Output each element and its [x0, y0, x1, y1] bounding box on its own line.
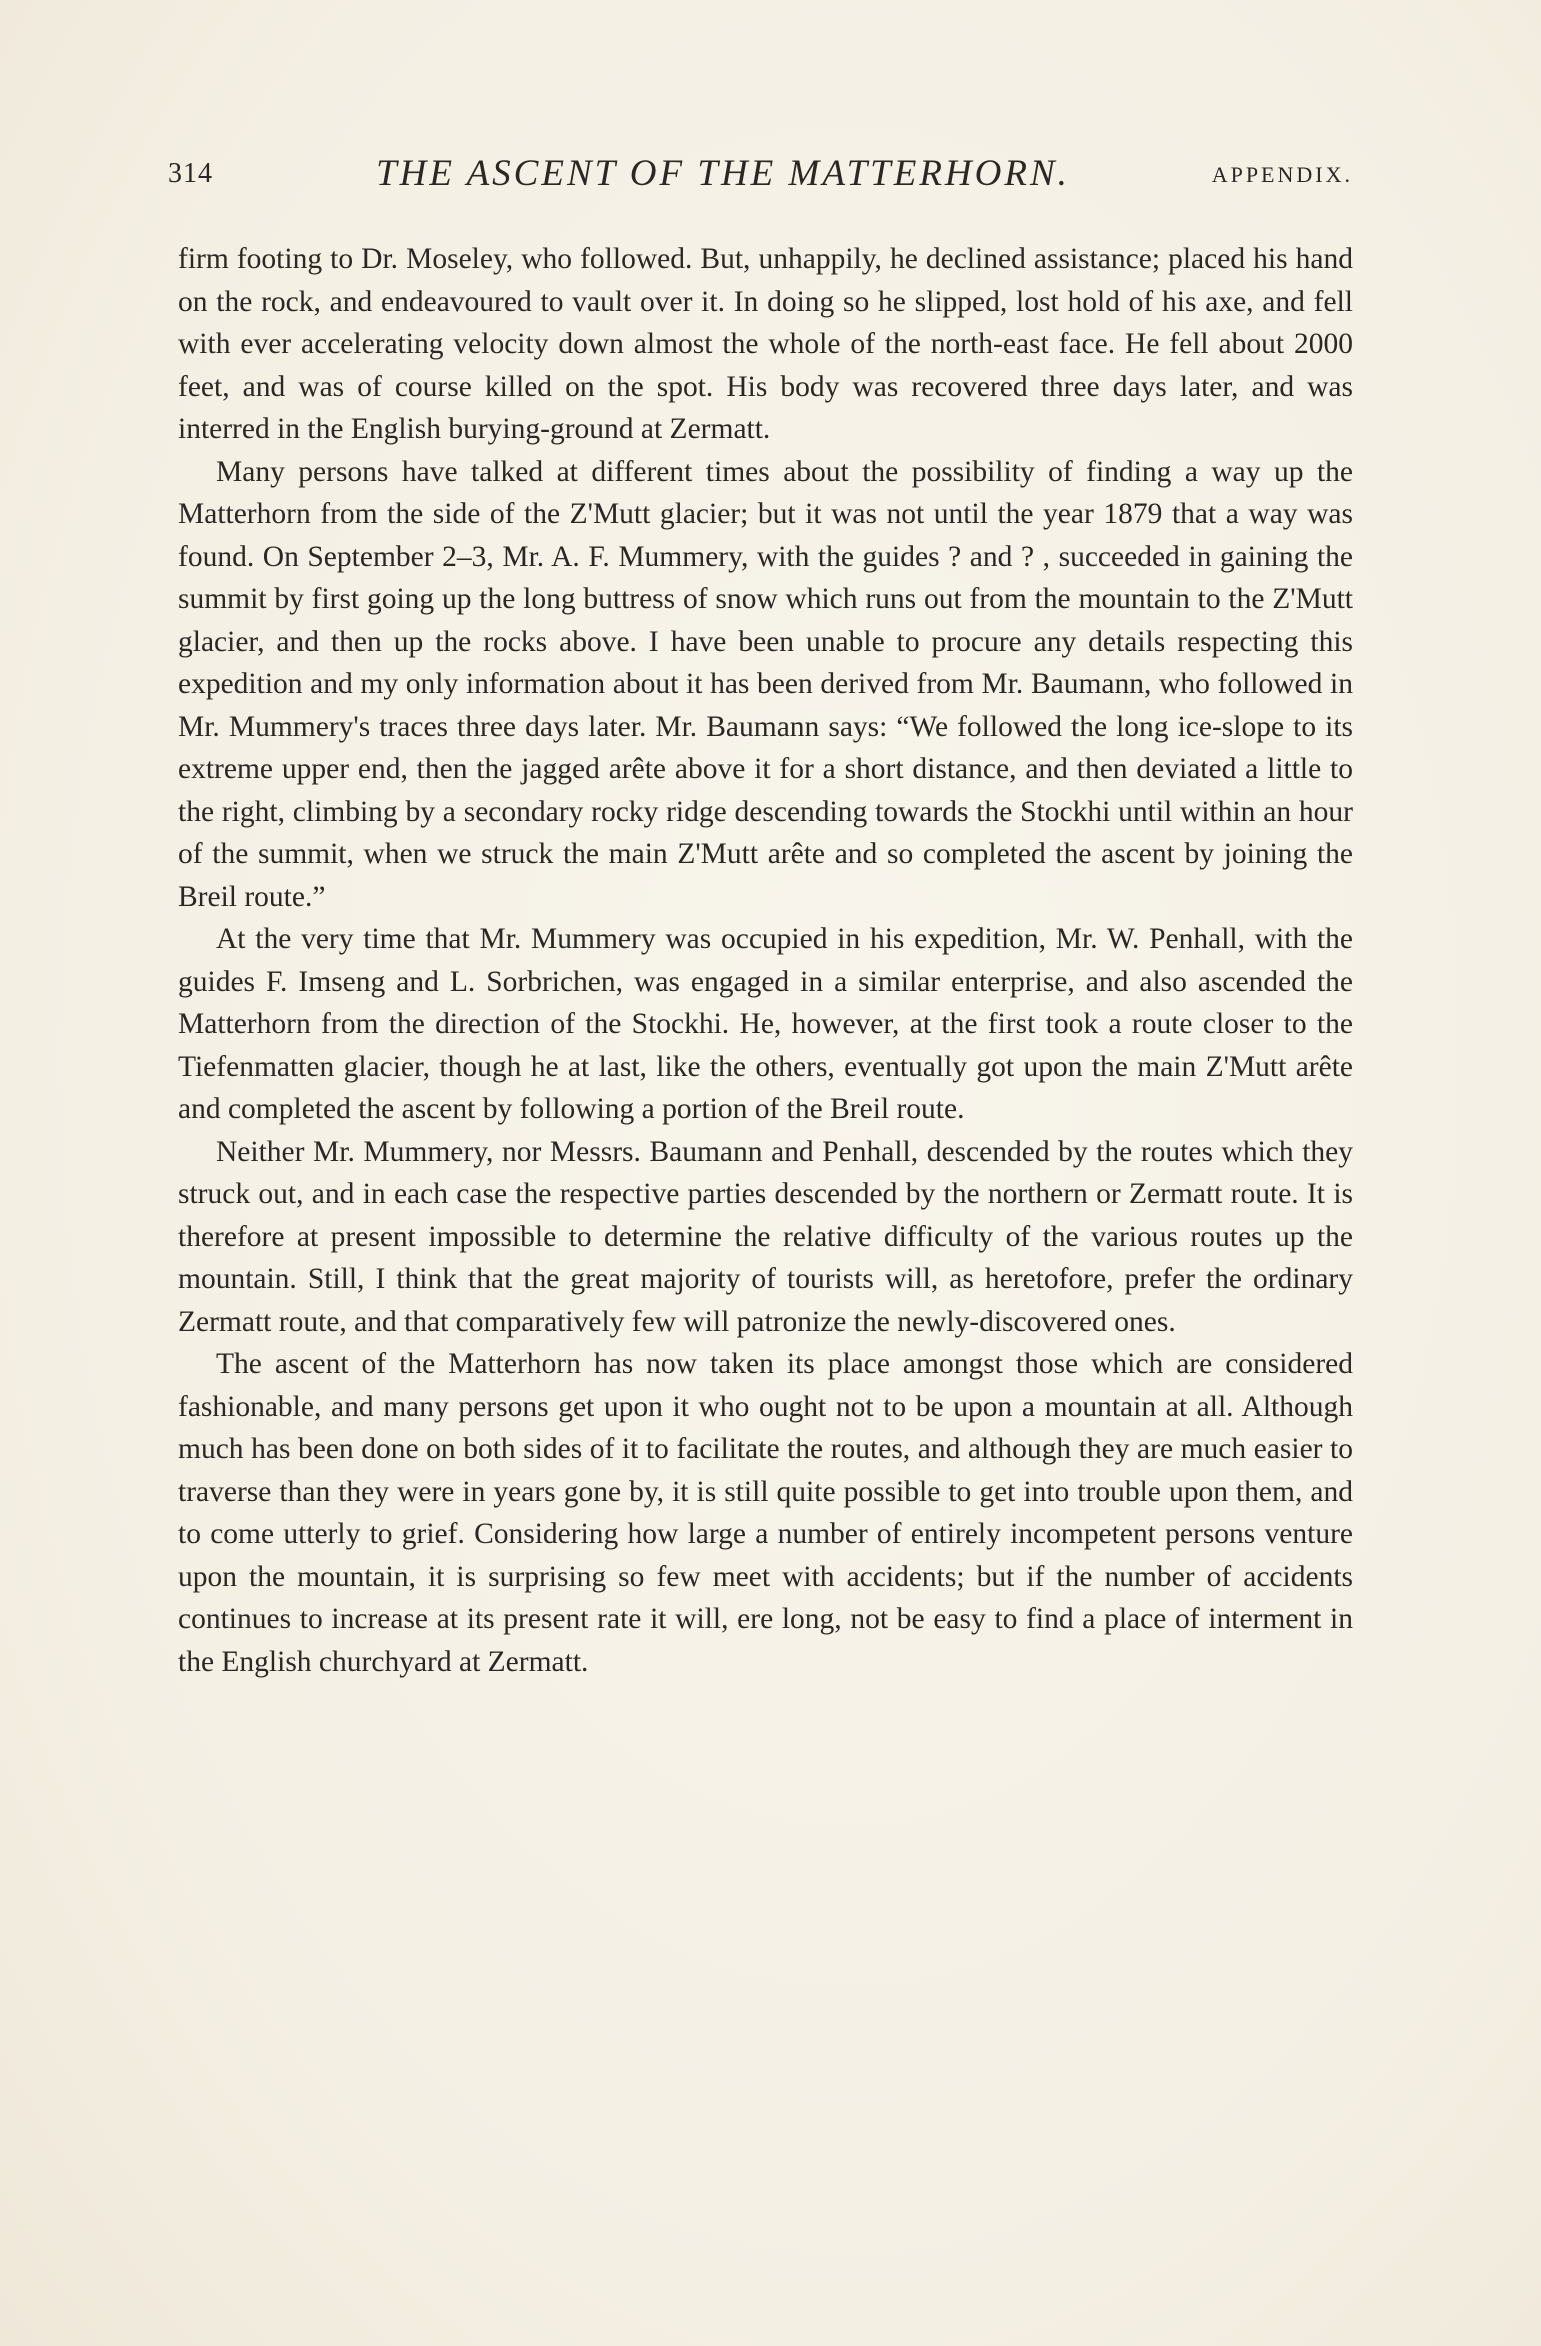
page-number: 314 — [168, 158, 213, 189]
paragraph-descent-routes: Neither Mr. Mummery, nor Messrs. Baumann and Penhall, descended by the routes which they struck out, and in each case the respective parties descended by the northern or Zermatt route. It is therefore at present impossible to determine the relative difficulty of the various routes up the mountain. Still, I think that the great majority of tourists will, as heretofore, prefer the ordinary Zermatt route, and that comparatively few will patronize the newly-discovered ones. — [178, 1135, 1353, 1338]
section-label: APPENDIX. — [1211, 162, 1353, 187]
running-title: THE ASCENT OF THE MATTERHORN. — [376, 153, 1070, 194]
paragraph-zmutt-route: Many persons have talked at different times about the possibility of finding a way up the Matterhorn from the side of the Z'Mutt glacier; but it was not until the year 1879 that a way was found. On September 2–3, Mr. A. F. Mummery, with the guides ? and ? , succeeded in gaining the summit by first going up the long buttress of snow which runs out from the mountain to the Z'Mutt glacier, and then up the rocks above. I have been unable to procure any details respecting this expedition and my only information about it has been derived from Mr. Baumann, who followed in Mr. Mummery's traces three days later. Mr. Baumann says: “We followed the long ice-slope to its extreme upper end, then the jagged arête above it for a short distance, and then deviated a little to the right, climbing by a secondary rocky ridge descending towards the Stockhi until within an hour of the summit, when we struck the main Z'Mutt arête and so completed the ascent by joining the Breil route.” — [178, 455, 1353, 913]
body-text — [178, 238, 1353, 1683]
paragraph-continuation: firm footing to Dr. Moseley, who followed. But, unhappily, he declined assistance; placed his hand on the rock, and endeavoured to vault over it. In doing so he slipped, lost hold of his axe, and fell with ever accelerating velocity down almost the whole of the north-east face. He fell about 2000 feet, and was of course killed on the spot. His body was recovered three days later, and was interred in the English burying-ground at Zermatt. — [178, 243, 1353, 445]
paragraph-penhall-expedition: At the very time that Mr. Mummery was occupied in his expedition, Mr. W. Penhall, with the guides F. Imseng and L. Sorbrichen, was engaged in a similar enterprise, and also ascended the Matterhorn from the direction of the Stockhi. He, however, at the first took a route closer to the Tiefenmatten glacier, though he at last, like the others, eventually got upon the main Z'Mutt arête and completed the ascent by following a portion of the Breil route. — [178, 923, 1353, 1125]
paragraph-fashionable-ascent: The ascent of the Matterhorn has now taken its place amongst those which are considered fashionable, and many persons get upon it who ought not to be upon a mountain at all. Although much has been done on both sides of it to facilitate the routes, and although they are much easier to traverse than they were in years gone by, it is still quite possible to get into trouble upon them, and to come utterly to grief. Considering how large a number of entirely incompetent persons venture upon the mountain, it is surprising so few meet with accidents; but if the number of accidents continues to increase at its present rate it will, ere long, not be easy to find a place of interment in the English churchyard at Zermatt. — [178, 1348, 1353, 1678]
running-head — [168, 150, 1353, 200]
